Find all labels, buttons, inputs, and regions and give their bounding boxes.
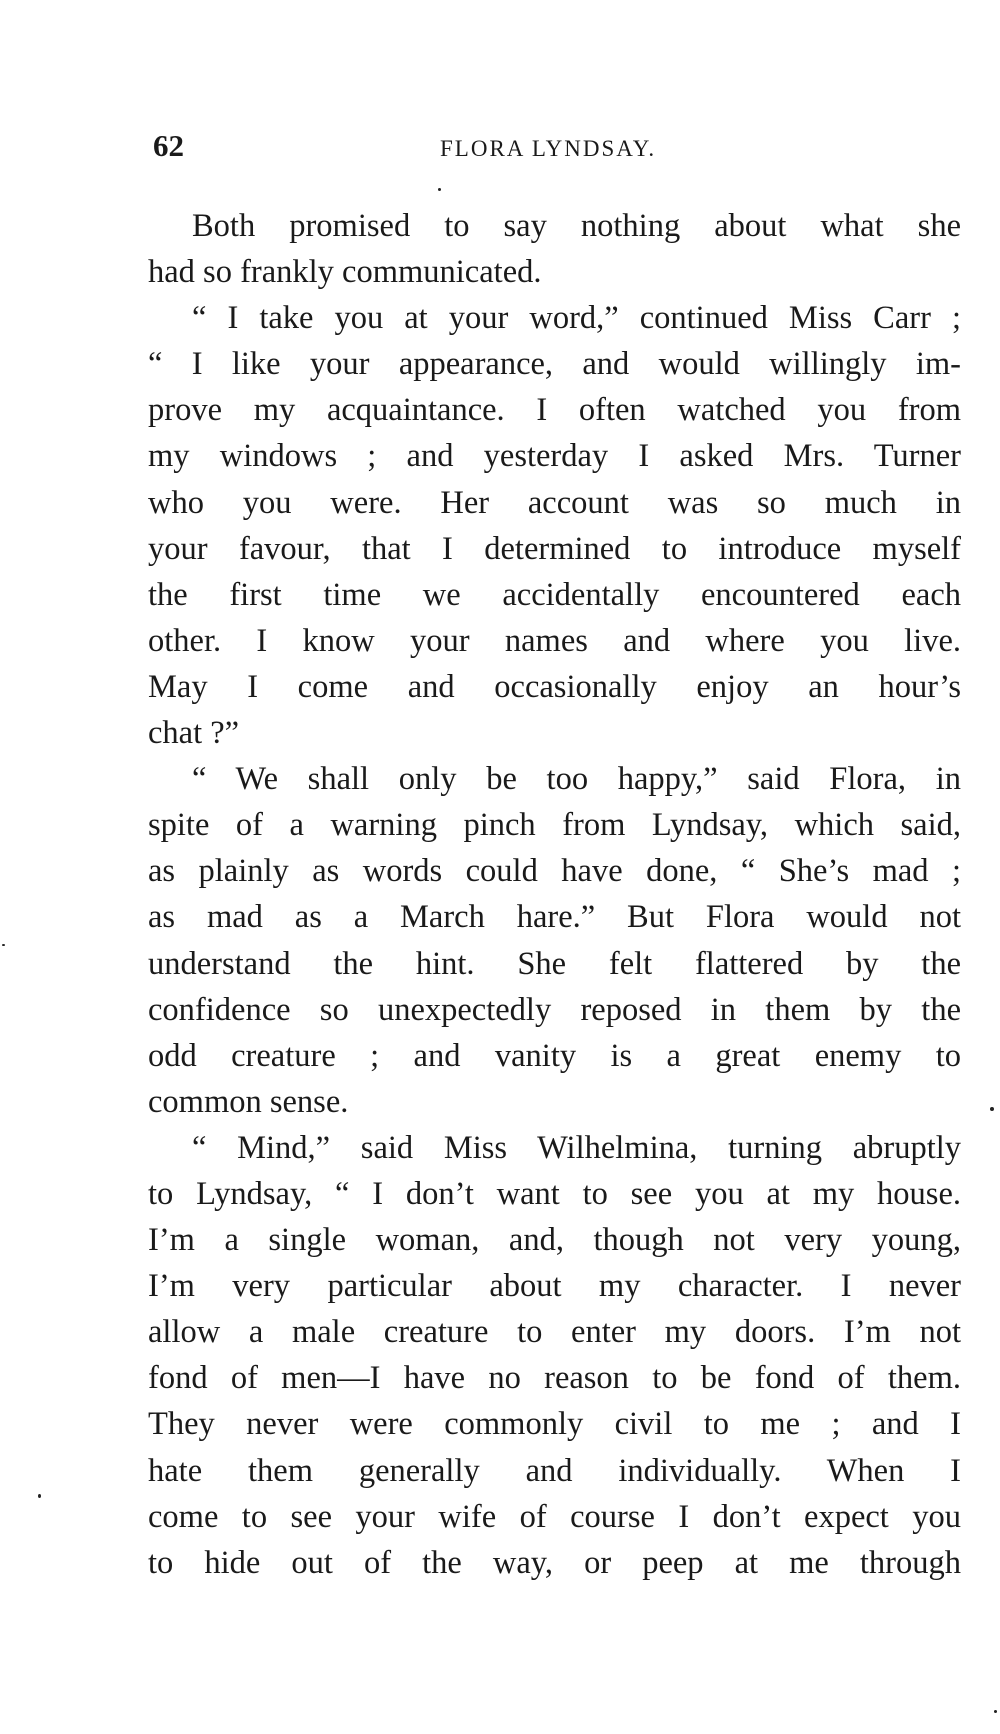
text-line: spite of a warning pinch from Lyndsay, which said,: [148, 807, 961, 844]
text-line: I’m very particular about my character. I never: [148, 1268, 961, 1305]
text-line: had so frankly communicated.: [148, 254, 542, 291]
text-line: who you were. Her account was so much in: [148, 484, 961, 521]
text-line: as plainly as words could have done, “ She’s mad ;: [148, 853, 961, 890]
text-line: prove my acquaintance. I often watched you from: [148, 392, 961, 429]
paragraph-1: [148, 203, 961, 295]
text-line: understand the hint. She felt flattered by the: [148, 945, 961, 982]
text-line: “ Mind,” said Miss Wilhelmina, turning abruptly: [192, 1129, 961, 1166]
text-line: your favour, that I determined to introduce myself: [148, 530, 961, 567]
print-speck: [38, 1494, 41, 1498]
text-line: odd creature ; and vanity is a great enemy to: [148, 1037, 961, 1074]
print-speck: [994, 1710, 997, 1713]
text-line: They never were commonly civil to me ; and I: [148, 1406, 961, 1443]
text-line: common sense.: [148, 1083, 349, 1120]
print-speck: [990, 1107, 994, 1111]
text-line: Both promised to say nothing about what she: [192, 208, 961, 244]
text-line: my windows ; and yesterday I asked Mrs. Turner: [148, 438, 961, 475]
text-line: to Lyndsay, “ I don’t want to see you at my house.: [148, 1175, 961, 1212]
text-line: the first time we accidentally encountered each: [148, 576, 961, 613]
body-text: [148, 203, 961, 1586]
text-line: allow a male creature to enter my doors. I’m not: [148, 1314, 961, 1351]
paragraph-4: [148, 1125, 961, 1586]
text-line: “ I like your appearance, and would willingly im-: [148, 346, 961, 383]
running-title: FLORA LYNDSAY.: [440, 136, 657, 161]
text-line: other. I know your names and where you live.: [148, 622, 961, 659]
print-speck: [2, 944, 5, 946]
text-line: confidence so unexpectedly reposed in them by the: [148, 991, 961, 1028]
text-line: “ We shall only be too happy,” said Flora, in: [192, 761, 961, 798]
text-line: I’m a single woman, and, though not very young,: [148, 1222, 961, 1259]
print-speck: [438, 188, 441, 191]
text-line: come to see your wife of course I don’t expect you: [148, 1498, 961, 1535]
text-line: May I come and occasionally enjoy an hour’s: [148, 668, 961, 705]
text-line: “ I take you at your word,” continued Miss Carr ;: [192, 300, 961, 337]
page-number: 62: [153, 128, 184, 163]
paragraph-2: [148, 295, 961, 756]
text-line: chat ?”: [148, 715, 240, 752]
page-header: [153, 128, 959, 178]
text-line: fond of men—I have no reason to be fond of them.: [148, 1360, 961, 1397]
text-line: to hide out of the way, or peep at me through: [148, 1544, 961, 1581]
text-line: hate them generally and individually. When I: [148, 1452, 961, 1489]
text-line: as mad as a March hare.” But Flora would not: [148, 899, 961, 936]
paragraph-3: [148, 756, 961, 1125]
